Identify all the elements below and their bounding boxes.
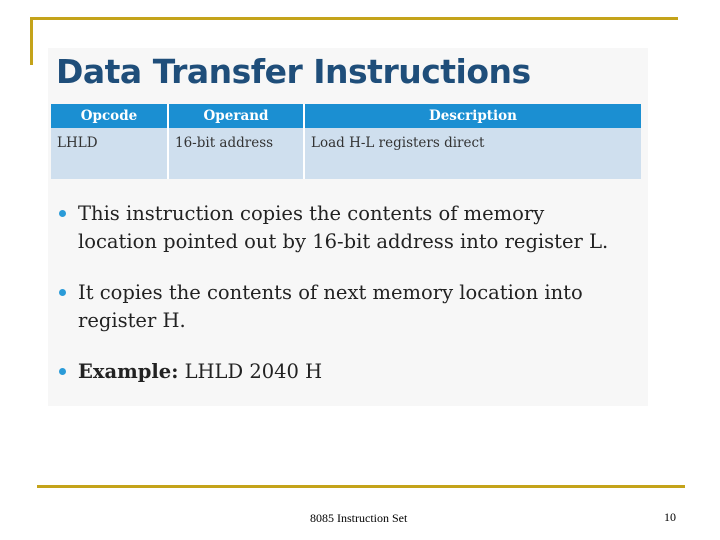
table-header-opcode: Opcode (51, 104, 168, 128)
table-header-row (51, 104, 641, 128)
bullet-list (58, 200, 628, 409)
bullet-dot-icon (59, 368, 66, 375)
frame-left-border (30, 17, 33, 65)
example-label: Example: (78, 360, 179, 383)
bullet-dot-icon (59, 210, 66, 217)
instruction-table (51, 104, 641, 179)
table-cell-opcode: LHLD (51, 128, 168, 179)
footer-text: 8085 Instruction Set (310, 511, 408, 525)
bullet-item (58, 200, 628, 256)
bullet-dot-icon (59, 289, 66, 296)
table-header-operand: Operand (168, 104, 304, 128)
slide-title: Data Transfer Instructions (56, 52, 531, 91)
table-cell-operand: 16-bit address (168, 128, 304, 179)
bullet-item (58, 358, 628, 386)
table-cell-description: Load H-L registers direct (304, 128, 641, 179)
page-number: 10 (664, 510, 676, 524)
bullet-text: It copies the contents of next memory location into register H. (78, 281, 583, 332)
bullet-item (58, 279, 628, 335)
table-row (51, 128, 641, 179)
frame-bottom-border (37, 485, 685, 488)
example-text: LHLD 2040 H (178, 360, 323, 383)
frame-top-border (30, 17, 678, 20)
bullet-text: This instruction copies the contents of memory location pointed out by 16-bit address into register L. (78, 202, 609, 253)
table-header-description: Description (304, 104, 641, 128)
